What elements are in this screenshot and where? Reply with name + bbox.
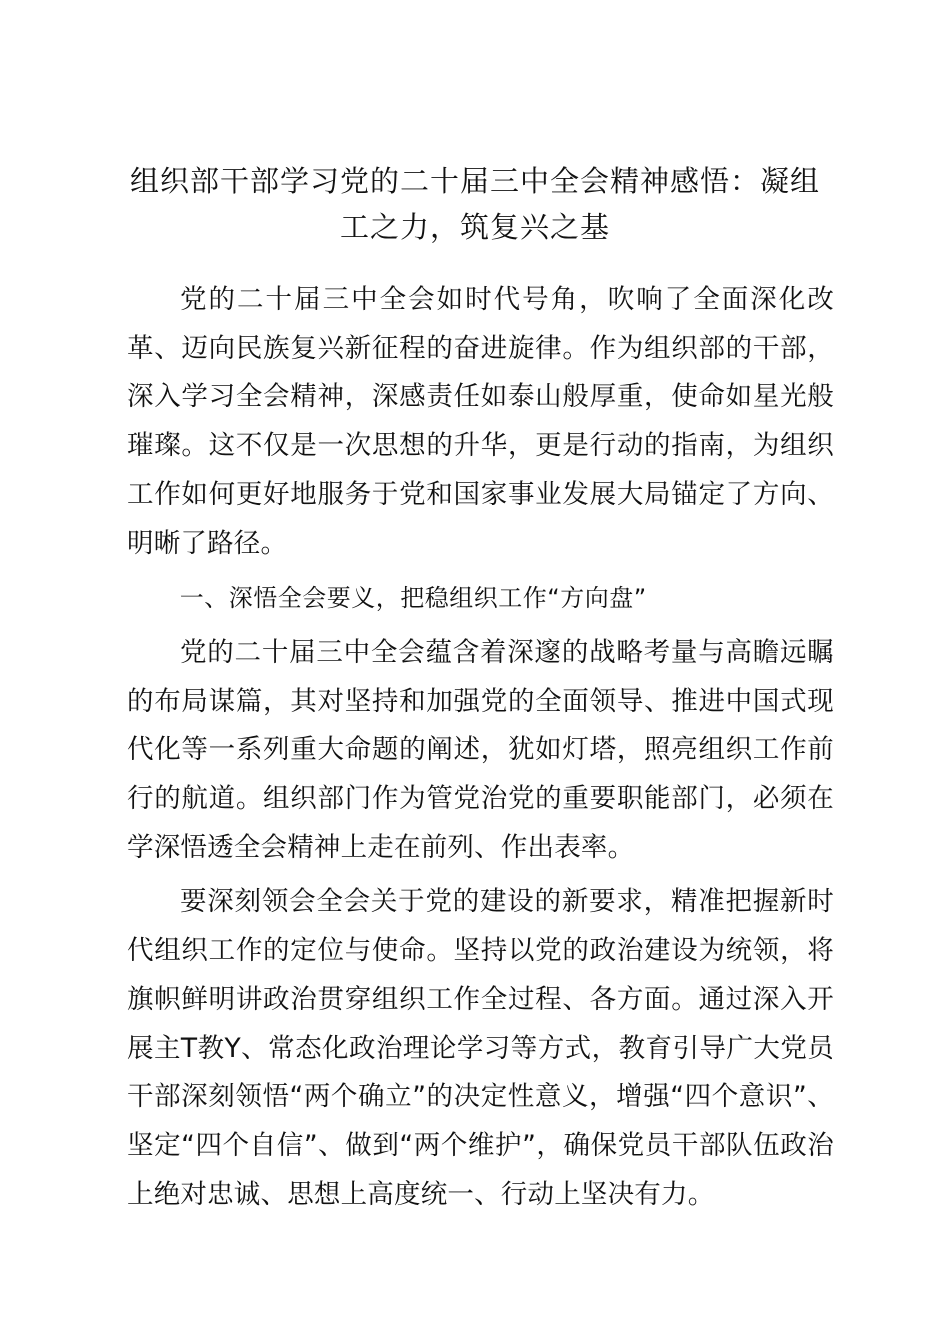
body-paragraph: 要深刻领会全会关于党的建设的新要求，精准把握新时代组织工作的定位与使命。坚持以党的政治建设为统领，将旗帜鲜明讲政治贯穿组织工作全过程、各方面。通过深入开展主T教Y、常态化政治理论学习等方式，教育引导广大党员干部深刻领悟“两个确立”的决定性意义，增强“四个意识”、坚定“四个自信”、做到“两个维护”，确保党员干部队伍政治上绝对忠诚、思想上高度统一、行动上坚决有力。 — [127, 886, 834, 1210]
section-heading: 一、深悟全会要义，把稳组织工作“方向盘” — [179, 584, 647, 613]
body-paragraph: 党的二十届三中全会蕴含着深邃的战略考量与高瞻远瞩的布局谋篇，其对坚持和加强党的全面领导、推进中国式现代化等一系列重大命题的阐述，犹如灯塔，照亮组织工作前行的航道。组织部门作为管党治党的重要职能部门，必须在学深悟透全会精神上走在前列、作出表率。 — [127, 636, 834, 863]
intro-paragraph: 党的二十届三中全会如时代号角，吹响了全面深化改革、迈向民族复兴新征程的奋进旋律。作为组织部的干部，深入学习全会精神，深感责任如泰山般厚重，使命如星光般璀璨。这不仅是一次思想的升华，更是行动的指南，为组织工作如何更好地服务于党和国家事业发展大局锚定了方向、明晰了路径。 — [127, 284, 834, 559]
document-body — [127, 276, 834, 1219]
document-title: 组织部干部学习党的二十届三中全会精神感悟：凝组工之力，筑复兴之基 — [129, 164, 820, 244]
